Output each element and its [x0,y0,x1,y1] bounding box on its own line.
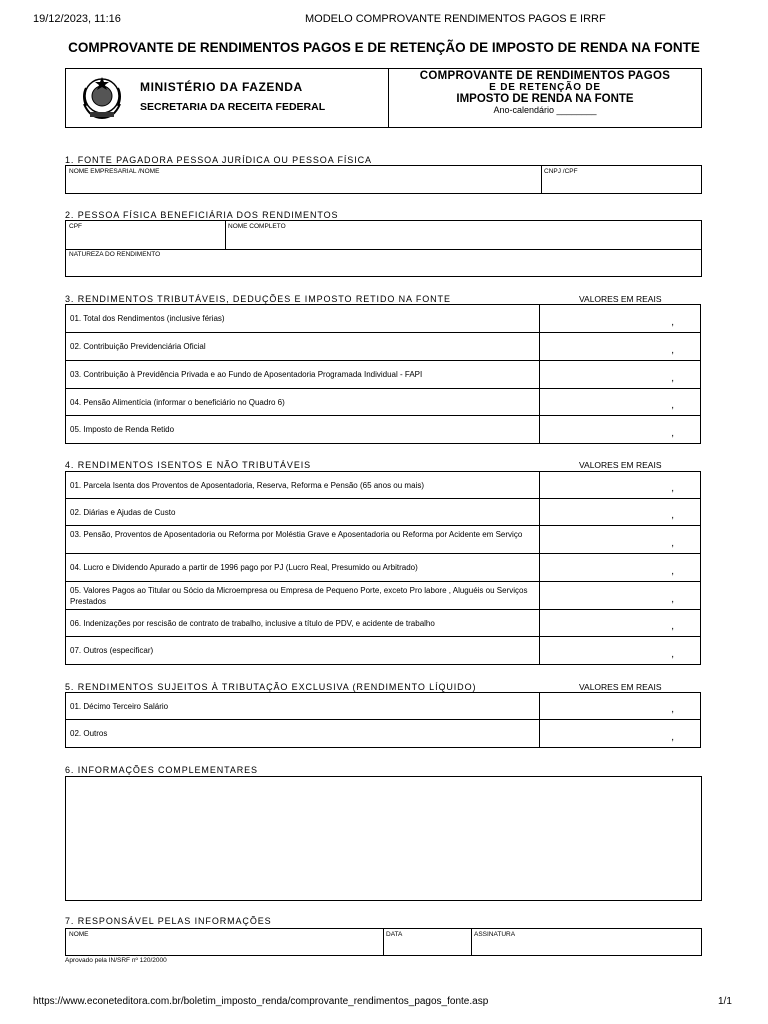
comma: , [671,732,674,743]
comma: , [671,704,674,715]
row-label: 03. Contribuição à Previdência Privada e ao Fundo de Aposentadoria Programada Individual - FAPI [70,370,423,379]
row-label: 03. Pensão, Proventos de Aposentadoria ou Reforma por Moléstia Grave e Aposentadoria ou Reforma por Acidente em Serviço [70,530,523,539]
value-cell [539,472,700,498]
divider [66,249,701,250]
section7-box [65,928,702,956]
comma: , [671,594,674,605]
row-label: 05. Imposto de Renda Retido [70,425,175,434]
value-cell [539,361,700,388]
divider [471,929,472,955]
signature-label: ASSINATURA [474,931,516,938]
value-cell [539,610,700,636]
name-label: NOME EMPRESARIAL /NOME [69,168,160,175]
header-right-line2: E DE RETENÇÃO DE [489,82,601,93]
section2-title: 2. PESSOA FÍSICA BENEFICIÁRIA DOS RENDIMENTOS [65,210,339,220]
row-label: 01. Parcela Isenta dos Proventos de Aposentadoria, Reserva, Reforma e Pensão (65 anos ou mais) [70,481,424,490]
responsible-name-label: NOME [69,931,89,938]
page-url: https://www.econeteditora.com.br/boletim_imposto_renda/comprovante_rendimentos_pagos_fonte.asp [33,996,489,1007]
comma: , [671,345,674,356]
value-cell [539,499,700,525]
section1-box [65,165,702,194]
row-label: 02. Diárias e Ajudas de Custo [70,508,176,517]
table-row [65,499,701,526]
header-box [65,68,702,128]
table-row [65,471,701,499]
comma: , [671,649,674,660]
row-label: 01. Total dos Rendimentos (inclusive férias) [70,314,225,323]
page-title: COMPROVANTE DE RENDIMENTOS PAGOS E DE RETENÇÃO DE IMPOSTO DE RENDA NA FONTE [68,40,700,55]
divider [541,166,542,193]
header-left [66,69,389,127]
table-row [65,416,701,444]
value-cell [539,582,700,609]
header-right-line1: COMPROVANTE DE RENDIMENTOS PAGOS [419,70,671,82]
value-cell [539,720,700,747]
comma: , [671,621,674,632]
table-row [65,333,701,361]
table-row [65,526,701,554]
value-cell [539,333,700,360]
table-row [65,582,701,610]
valores-label: VALORES EM REAIS [579,294,662,304]
table-row [65,361,701,389]
section3-title: 3. RENDIMENTOS TRIBUTÁVEIS, DEDUÇÕES E IMPOSTO RETIDO NA FONTE [65,294,451,304]
row-label: 02. Contribuição Previdenciária Oficial [70,342,206,351]
year-label: Ano-calendário ________ [493,105,597,115]
divider [383,929,384,955]
section1-title: 1. FONTE PAGADORA PESSOA JURÍDICA OU PESSOA FÍSICA [65,155,372,165]
row-label: 06. Indenizações por rescisão de contrato de trabalho, inclusive a título de PDV, e acidente de trabalho [70,619,435,628]
divider [225,221,226,249]
secretaria-label: SECRETARIA DA RECEITA FEDERAL [140,101,326,113]
section4-title: 4. RENDIMENTOS ISENTOS E NÃO TRIBUTÁVEIS [65,460,312,470]
value-cell [539,526,700,553]
table-row [65,637,701,665]
approval-note: Aprovado pela IN/SRF nº 120/2000 [65,957,167,964]
date-label: DATA [386,931,403,938]
table-row [65,692,701,720]
full-name-label: NOME COMPLETO [228,223,286,230]
value-cell [539,554,700,581]
coat-of-arms-icon [80,74,124,120]
section7-title: 7. RESPONSÁVEL PELAS INFORMAÇÕES [65,916,272,926]
table-row [65,554,701,582]
section2-box [65,220,702,277]
row-label: 04. Pensão Alimentícia (informar o beneficiário no Quadro 6) [70,398,285,407]
value-cell [539,693,700,719]
ministry-label: MINISTÉRIO DA FAZENDA [140,80,303,94]
table-row [65,610,701,637]
print-doc-title: MODELO COMPROVANTE RENDIMENTOS PAGOS E IRRF [305,13,606,25]
comma: , [671,538,674,549]
cnpj-label: CNPJ /CPF [544,168,578,175]
comma: , [671,373,674,384]
comma: , [671,510,674,521]
table-row [65,304,701,333]
header-right [388,69,702,127]
value-cell [539,637,700,664]
comma: , [671,317,674,328]
table-row [65,720,701,748]
comma: , [671,428,674,439]
value-cell [539,389,700,415]
row-label: 05. Valores Pagos ao Titular ou Sócio da Microempresa ou Empresa de Pequeno Porte, exceto Pro labore , Aluguéis ou Serviços Prestados [70,586,528,606]
comma: , [671,483,674,494]
row-label: 04. Lucro e Dividendo Apurado a partir de 1996 pago por PJ (Lucro Real, Presumido ou Arbitrado) [70,563,418,572]
print-datetime: 19/12/2023, 11:16 [33,13,121,25]
row-label: 02. Outros [70,729,108,738]
value-cell [539,305,700,332]
nature-label: NATUREZA DO RENDIMENTO [69,251,161,258]
page-number: 1/1 [718,996,732,1007]
section5-title: 5. RENDIMENTOS SUJEITOS À TRIBUTAÇÃO EXCLUSIVA (RENDIMENTO LÍQUIDO) [65,682,477,692]
row-label: 01. Décimo Terceiro Salário [70,702,169,711]
row-label: 07. Outros (especificar) [70,646,154,655]
info-box [65,776,702,901]
valores-label: VALORES EM REAIS [579,682,662,692]
cpf-label: CPF [69,223,82,230]
section6-title: 6. INFORMAÇÕES COMPLEMENTARES [65,765,258,775]
valores-label: VALORES EM REAIS [579,460,662,470]
comma: , [671,400,674,411]
value-cell [539,416,700,443]
table-row [65,389,701,416]
comma: , [671,566,674,577]
header-right-line3: IMPOSTO DE RENDA NA FONTE [456,93,634,105]
